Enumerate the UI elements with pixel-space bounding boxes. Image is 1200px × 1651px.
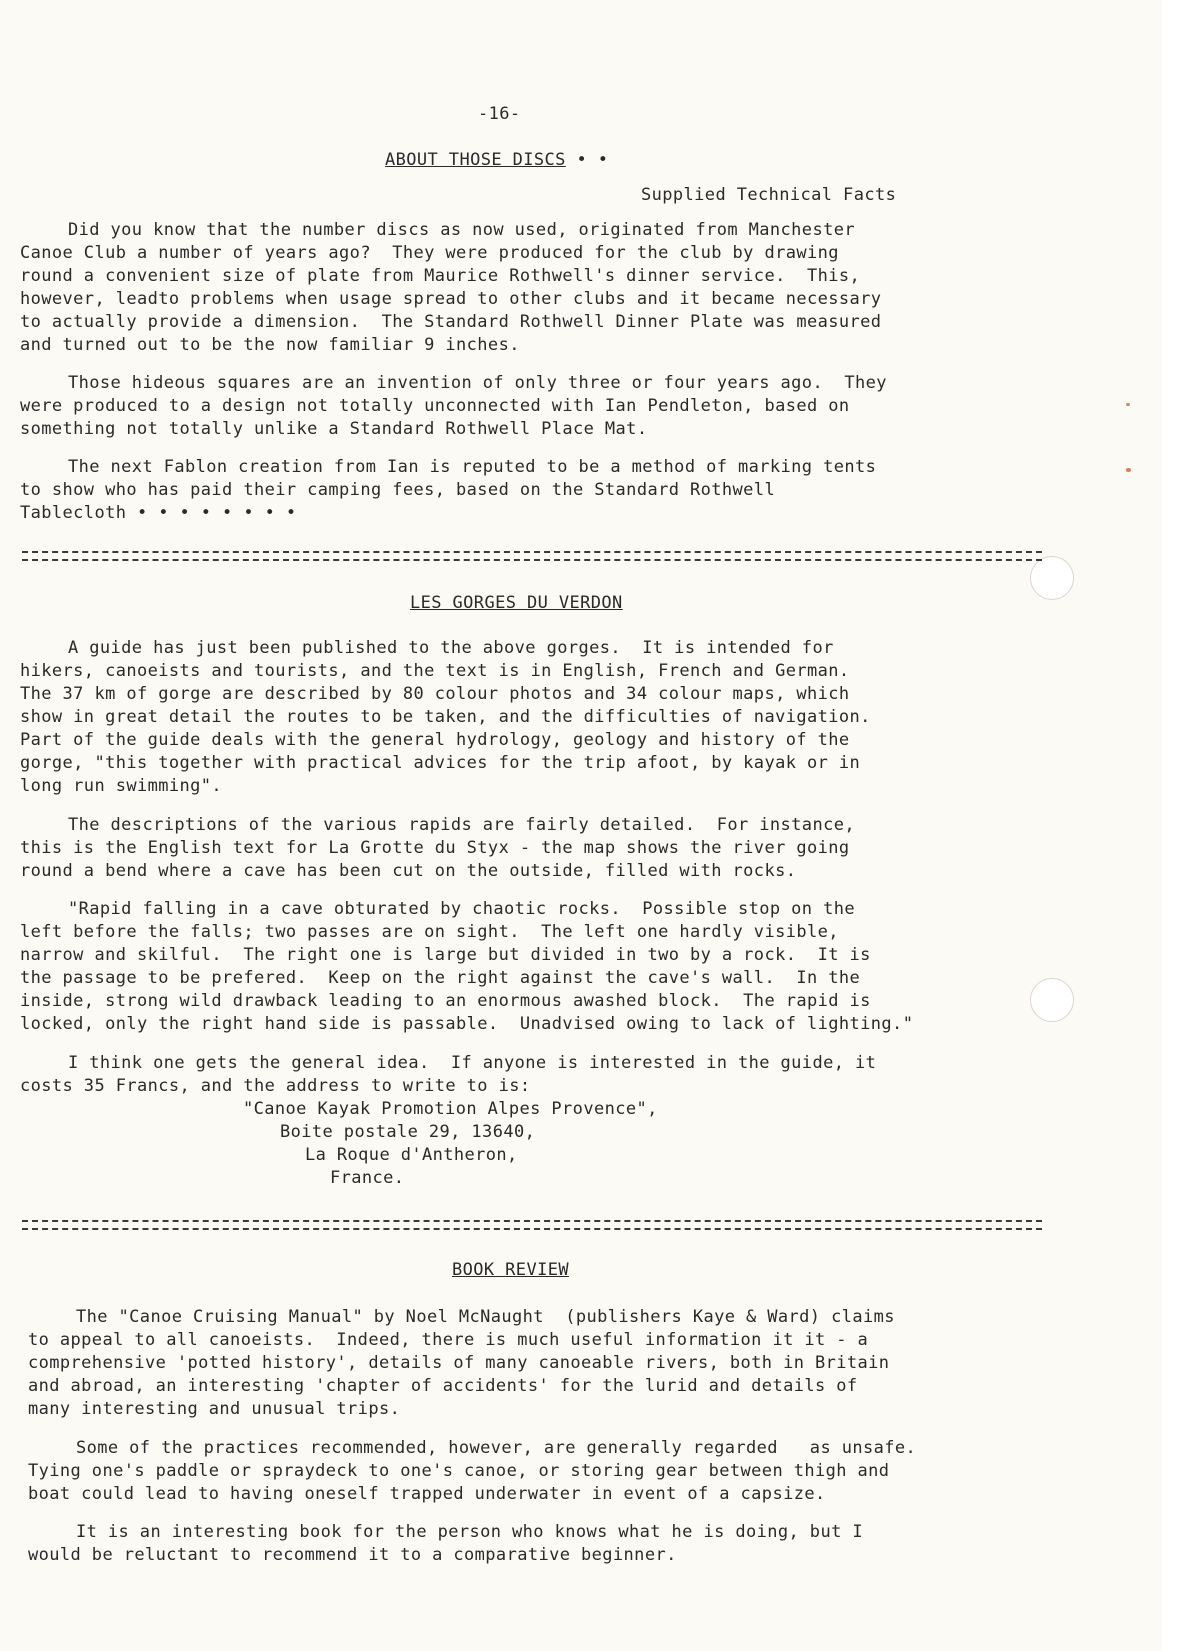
article-title-text: ABOUT THOSE DISCS [385, 150, 566, 170]
paragraph-line: to actually provide a dimension. The Standard Rothwell Dinner Plate was measured [20, 312, 882, 332]
paragraph-line: Tying one's paddle or spraydeck to one's canoe, or storing gear between thigh and [28, 1461, 890, 1481]
paragraph-line: long run swimming". [20, 776, 223, 796]
paragraph-line: gorge, "this together with practical advices for the trip afoot, by kayak or in [20, 753, 861, 773]
paragraph-line: something not totally unlike a Standard Rothwell Place Mat. [20, 419, 648, 439]
paragraph-line: The 37 km of gorge are described by 80 colour photos and 34 colour maps, which [20, 684, 850, 704]
paragraph-line: Tablecloth • • • • • • • • [20, 503, 297, 523]
address-line: La Roque d'Antheron, [305, 1145, 518, 1165]
paragraph-line: Canoe Club a number of years ago? They were produced for the club by drawing [20, 243, 839, 263]
paragraph-line: hikers, canoeists and tourists, and the text is in English, French and German. [20, 661, 850, 681]
paragraph-line: would be reluctant to recommend it to a comparative beginner. [28, 1545, 677, 1565]
page-number: -16- [478, 104, 521, 124]
article-title: LES GORGES DU VERDON [410, 593, 623, 613]
address-line: France. [330, 1168, 405, 1188]
quote-line: inside, strong wild drawback leading to an enormous awashed block. The rapid is [20, 991, 871, 1011]
quote-line: the passage to be prefered. Keep on the right against the cave's wall. In the [20, 968, 861, 988]
paragraph-line: were produced to a design not totally unconnected with Ian Pendleton, based on [20, 396, 850, 416]
title-dots: • • [576, 150, 609, 170]
article-title: BOOK REVIEW [452, 1260, 569, 1280]
paragraph-line: show in great detail the routes to be taken, and the difficulties of navigation. [20, 707, 871, 727]
quote-line: "Rapid falling in a cave obturated by chaotic rocks. Possible stop on the [68, 899, 855, 919]
paragraph-line: Part of the guide deals with the general hydrology, geology and history of the [20, 730, 850, 750]
paragraph-line: to appeal to all canoeists. Indeed, there is much useful information it it - a [28, 1330, 869, 1350]
paragraph-line: and turned out to be the now familiar 9 inches. [20, 335, 520, 355]
paragraph-line: Some of the practices recommended, however, are generally regarded as unsafe. [76, 1438, 917, 1458]
paragraph-line: The "Canoe Cruising Manual" by Noel McNaught (publishers Kaye & Ward) claims [76, 1307, 895, 1327]
article-attribution: Supplied Technical Facts [641, 185, 897, 205]
paragraph-line: boat could lead to having oneself trapped underwater in event of a capsize. [28, 1484, 826, 1504]
section-divider [22, 551, 1042, 561]
page-edge [1162, 0, 1200, 1651]
paragraph-line: this is the English text for La Grotte du Styx - the map shows the river going [20, 838, 850, 858]
paragraph-line: however, leadto problems when usage spread to other clubs and it became necessary [20, 289, 882, 309]
paragraph-line: costs 35 Francs, and the address to write to is: [20, 1076, 531, 1096]
section-divider [22, 1220, 1042, 1230]
paragraph-line: Those hideous squares are an invention of only three or four years ago. They [68, 373, 887, 393]
paragraph-line: and abroad, an interesting 'chapter of accidents' for the lurid and details of [28, 1376, 858, 1396]
paragraph-line: comprehensive 'potted history', details of many canoeable rivers, both in Britain [28, 1353, 890, 1373]
paragraph-line: Did you know that the number discs as now used, originated from Manchester [68, 220, 855, 240]
address-line: "Canoe Kayak Promotion Alpes Provence", [243, 1099, 658, 1119]
quote-line: narrow and skilful. The right one is large but divided in two by a rock. It is [20, 945, 871, 965]
address-line: Boite postale 29, 13640, [280, 1122, 536, 1142]
paragraph-line: many interesting and unusual trips. [28, 1399, 401, 1419]
paragraph-line: The next Fablon creation from Ian is reputed to be a method of marking tents [68, 457, 877, 477]
paragraph-line: It is an interesting book for the person who knows what he is doing, but I [76, 1522, 863, 1542]
article-title [385, 149, 608, 171]
paragraph-line: The descriptions of the various rapids are fairly detailed. For instance, [68, 815, 855, 835]
quote-line: left before the falls; two passes are on sight. The left one hardly visible, [20, 922, 839, 942]
paragraph-line: A guide has just been published to the above gorges. It is intended for [68, 638, 834, 658]
quote-line: locked, only the right hand side is passable. Unadvised owing to lack of lighting." [20, 1014, 914, 1034]
paragraph-line: round a convenient size of plate from Maurice Rothwell's dinner service. This, [20, 266, 861, 286]
paragraph-line: I think one gets the general idea. If anyone is interested in the guide, it [68, 1053, 877, 1073]
paragraph-line: round a bend where a cave has been cut on the outside, filled with rocks. [20, 861, 797, 881]
paragraph-line: to show who has paid their camping fees, based on the Standard Rothwell [20, 480, 776, 500]
